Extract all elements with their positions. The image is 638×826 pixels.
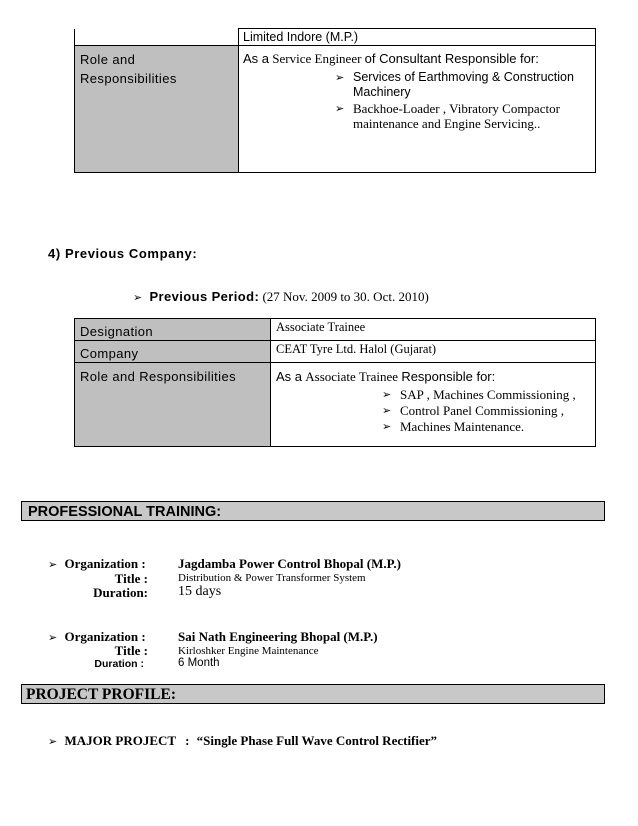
bullet-arrow-icon: ➢ — [133, 291, 143, 304]
previous-company-heading: 4) Previous Company: — [48, 246, 198, 261]
training-duration-label: Duration : — [94, 658, 144, 670]
training-title-label: Title : — [114, 571, 148, 586]
major-project-line: ➢ MAJOR PROJECT : “Single Phase Full Wave Control Rectifier” — [48, 733, 438, 748]
period-label: Previous Period: — [149, 289, 260, 304]
training-title-label: Title : — [114, 643, 148, 658]
major-project-value: “Single Phase Full Wave Control Rectifier” — [196, 733, 438, 748]
bullet-arrow-icon: ➢ — [48, 558, 58, 571]
designation-value: Associate Trainee — [271, 319, 596, 341]
bullet-arrow-icon: ➢ — [48, 735, 58, 748]
responsibility-item: ➢ Control Panel Commissioning , — [382, 403, 590, 419]
responsibility-item: ➢ Machines Maintenance. — [382, 419, 590, 435]
company-cell: Limited Indore (M.P.) — [239, 29, 596, 46]
major-project-label: MAJOR PROJECT — [64, 733, 176, 748]
responsibility-item: ➢ Backhoe-Loader , Vibratory Compactor maintenance and Engine Servicing.. — [335, 101, 591, 131]
previous-period-line: ➢ Previous Period: (27 Nov. 2009 to 30. Oct. 2010) — [133, 289, 429, 304]
training-org: Sai Nath Engineering Bhopal (M.P.) — [178, 629, 378, 644]
company-value: CEAT Tyre Ltd. Halol (Gujarat) — [271, 341, 596, 363]
as-a-text: As a — [243, 51, 270, 66]
responsibilities-cell: As a Associate Trainee Responsible for: ➢ SAP , Machines Commissioning , ➢ Control Panel Commissioning , ➢ Machines Maintenance. — [271, 363, 596, 447]
responsibility-item: ➢ SAP , Machines Commissioning , — [382, 387, 590, 403]
period-value: 27 Nov. 2009 to 30. Oct. 2010 — [266, 289, 425, 304]
training-title: Distribution & Power Transformer System — [178, 572, 366, 584]
role-table-current — [74, 28, 596, 173]
training-entry: ➢ Organization : — [48, 556, 146, 571]
bullet-arrow-icon: ➢ — [48, 631, 58, 644]
role-text: Service Engineer — [272, 51, 362, 66]
professional-training-heading: PROFESSIONAL TRAINING: — [21, 501, 605, 521]
responsible-text: of Consultant Responsible for: — [364, 51, 539, 66]
training-org: Jagdamba Power Control Bhopal (M.P.) — [178, 556, 401, 571]
responsibility-item: ➢ Services of Earthmoving & Construction Machinery — [335, 70, 591, 100]
role-description-cell — [239, 46, 596, 173]
role-table-previous — [74, 318, 596, 447]
role-label-cell — [75, 46, 239, 173]
training-duration: 15 days — [178, 584, 222, 599]
company-label: Company — [75, 341, 271, 363]
role-label-line2: Responsibilities — [80, 71, 177, 86]
training-title: Kirloshker Engine Maintenance — [178, 645, 319, 657]
training-duration-label: Duration: — [93, 585, 148, 600]
responsibilities-label: Role and Responsibilities — [75, 363, 271, 447]
designation-label: Designation — [75, 319, 271, 341]
training-entry: ➢ Organization : — [48, 629, 146, 644]
project-profile-heading: PROJECT PROFILE: — [21, 684, 605, 704]
role-label-line1: Role and — [80, 52, 136, 67]
training-duration: 6 Month — [178, 657, 220, 669]
